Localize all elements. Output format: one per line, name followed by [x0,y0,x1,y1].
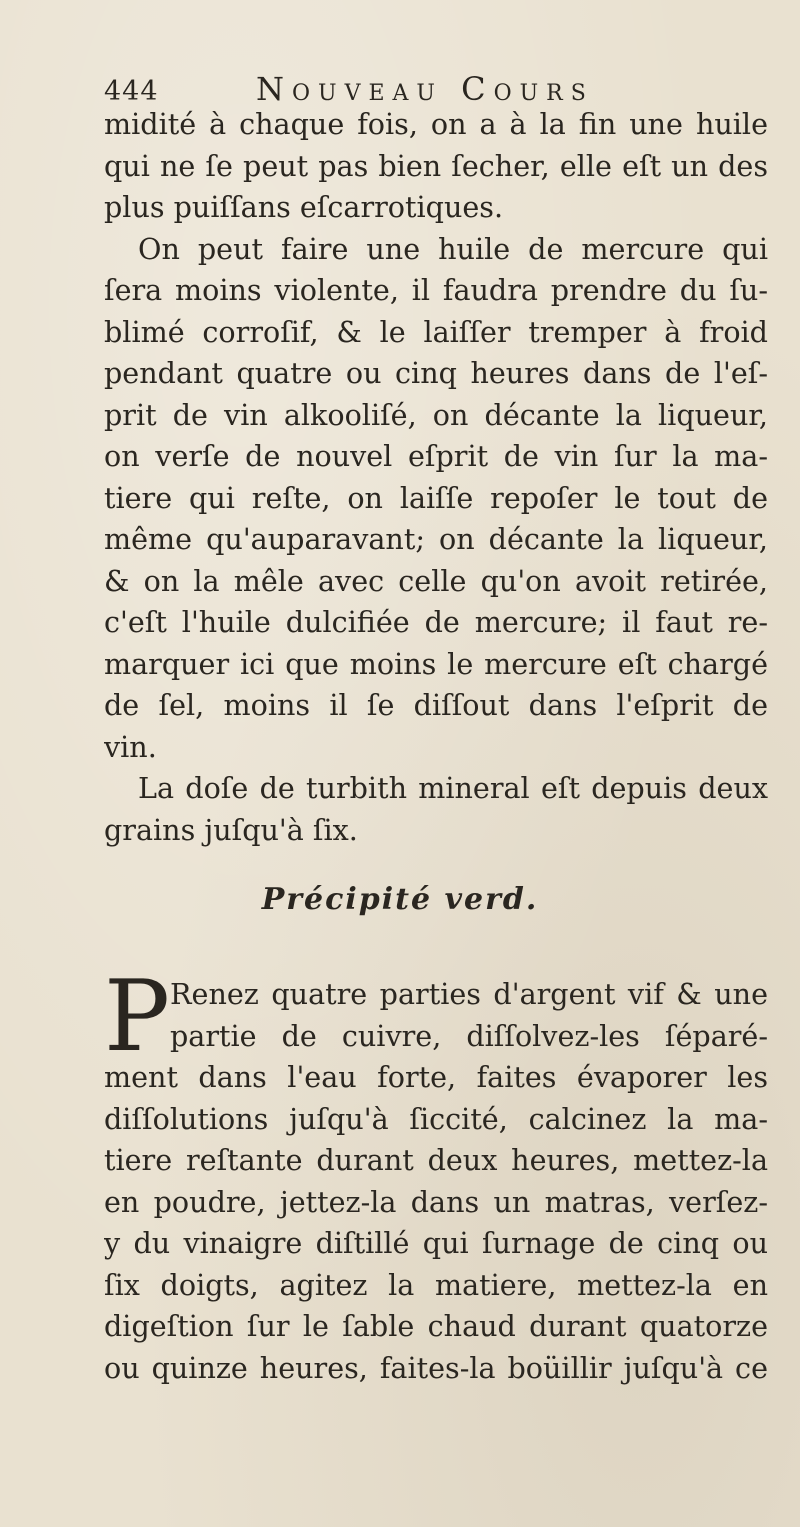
paragraph-with-drop-cap [104,960,768,1389]
text-line: même qu'auparavant; on décante la liqueur, [104,522,768,556]
text-line: prit de vin alkooliſé, on décante la liqueur, [104,397,768,432]
section-title: Précipité verd. [261,882,539,917]
text-line: ment dans l'eau forte, faites évaporer les [104,1060,768,1094]
drop-cap: P [104,960,170,1074]
text-line: digeſtion ſur le ſable chaud durant quatorze [104,1309,768,1343]
text-line: diſſolutions juſqu'à ſiccité, calcinez la ma- [104,1101,768,1136]
text-line: vin. [104,729,157,764]
text-line: La doſe de turbith mineral eſt depuis deux [138,771,768,805]
text-line: On peut faire une huile de mercure qui [138,231,768,266]
body-text [104,104,768,851]
text-line: partie de cuivre, diſſolvez-les ſéparé- [170,1018,768,1053]
text-line: blimé corroſif, & le laiſſer tremper à froid [104,314,768,349]
text-line: plus puiſſans eſcarrotiques. [104,190,504,224]
text-line: pendant quatre ou cinq heures dans de l'eſ- [104,356,768,390]
text-line: de ſel, moins il ſe diſſout dans l'eſprit de [104,688,768,722]
text-line: ou quinze heures, faites-la boüillir juſqu'à ce [104,1350,768,1385]
text-line: tiere qui reſte, on laiſſe repoſer le tout de [104,480,768,515]
text-line: midité à chaque fois, on a à la fin une huile [104,107,768,141]
text-line: ſera moins violente, il faudra prendre du ſu- [104,273,768,307]
text-line: c'eſt l'huile dulcifiée de mercure; il faut re- [104,605,768,639]
text-line: tiere reſtante durant deux heures, mettez-la [104,1143,768,1177]
text-line: qui ne ſe peut pas bien ſecher, elle eſt un des [104,148,768,183]
text-line: marquer ici que moins le mercure eſt chargé [104,646,768,681]
text-line: on verſe de nouvel eſprit de vin ſur la ma- [104,439,768,473]
text-line: y du vinaigre diſtillé qui ſurnage de cinq ou [104,1226,768,1260]
text-line: Renez quatre parties d'argent vif & une [170,977,768,1011]
running-title: Nouveau Cours [256,70,594,108]
text-line: grains juſqu'à ſix. [104,812,358,847]
text-line: ſix doigts, agitez la matiere, mettez-la en [104,1267,768,1302]
text-line: & on la mêle avec celle qu'on avoit retirée, [104,563,768,598]
page-number: 444 [104,76,159,107]
text-line: en poudre, jettez-la dans un matras, verſez- [104,1184,768,1219]
